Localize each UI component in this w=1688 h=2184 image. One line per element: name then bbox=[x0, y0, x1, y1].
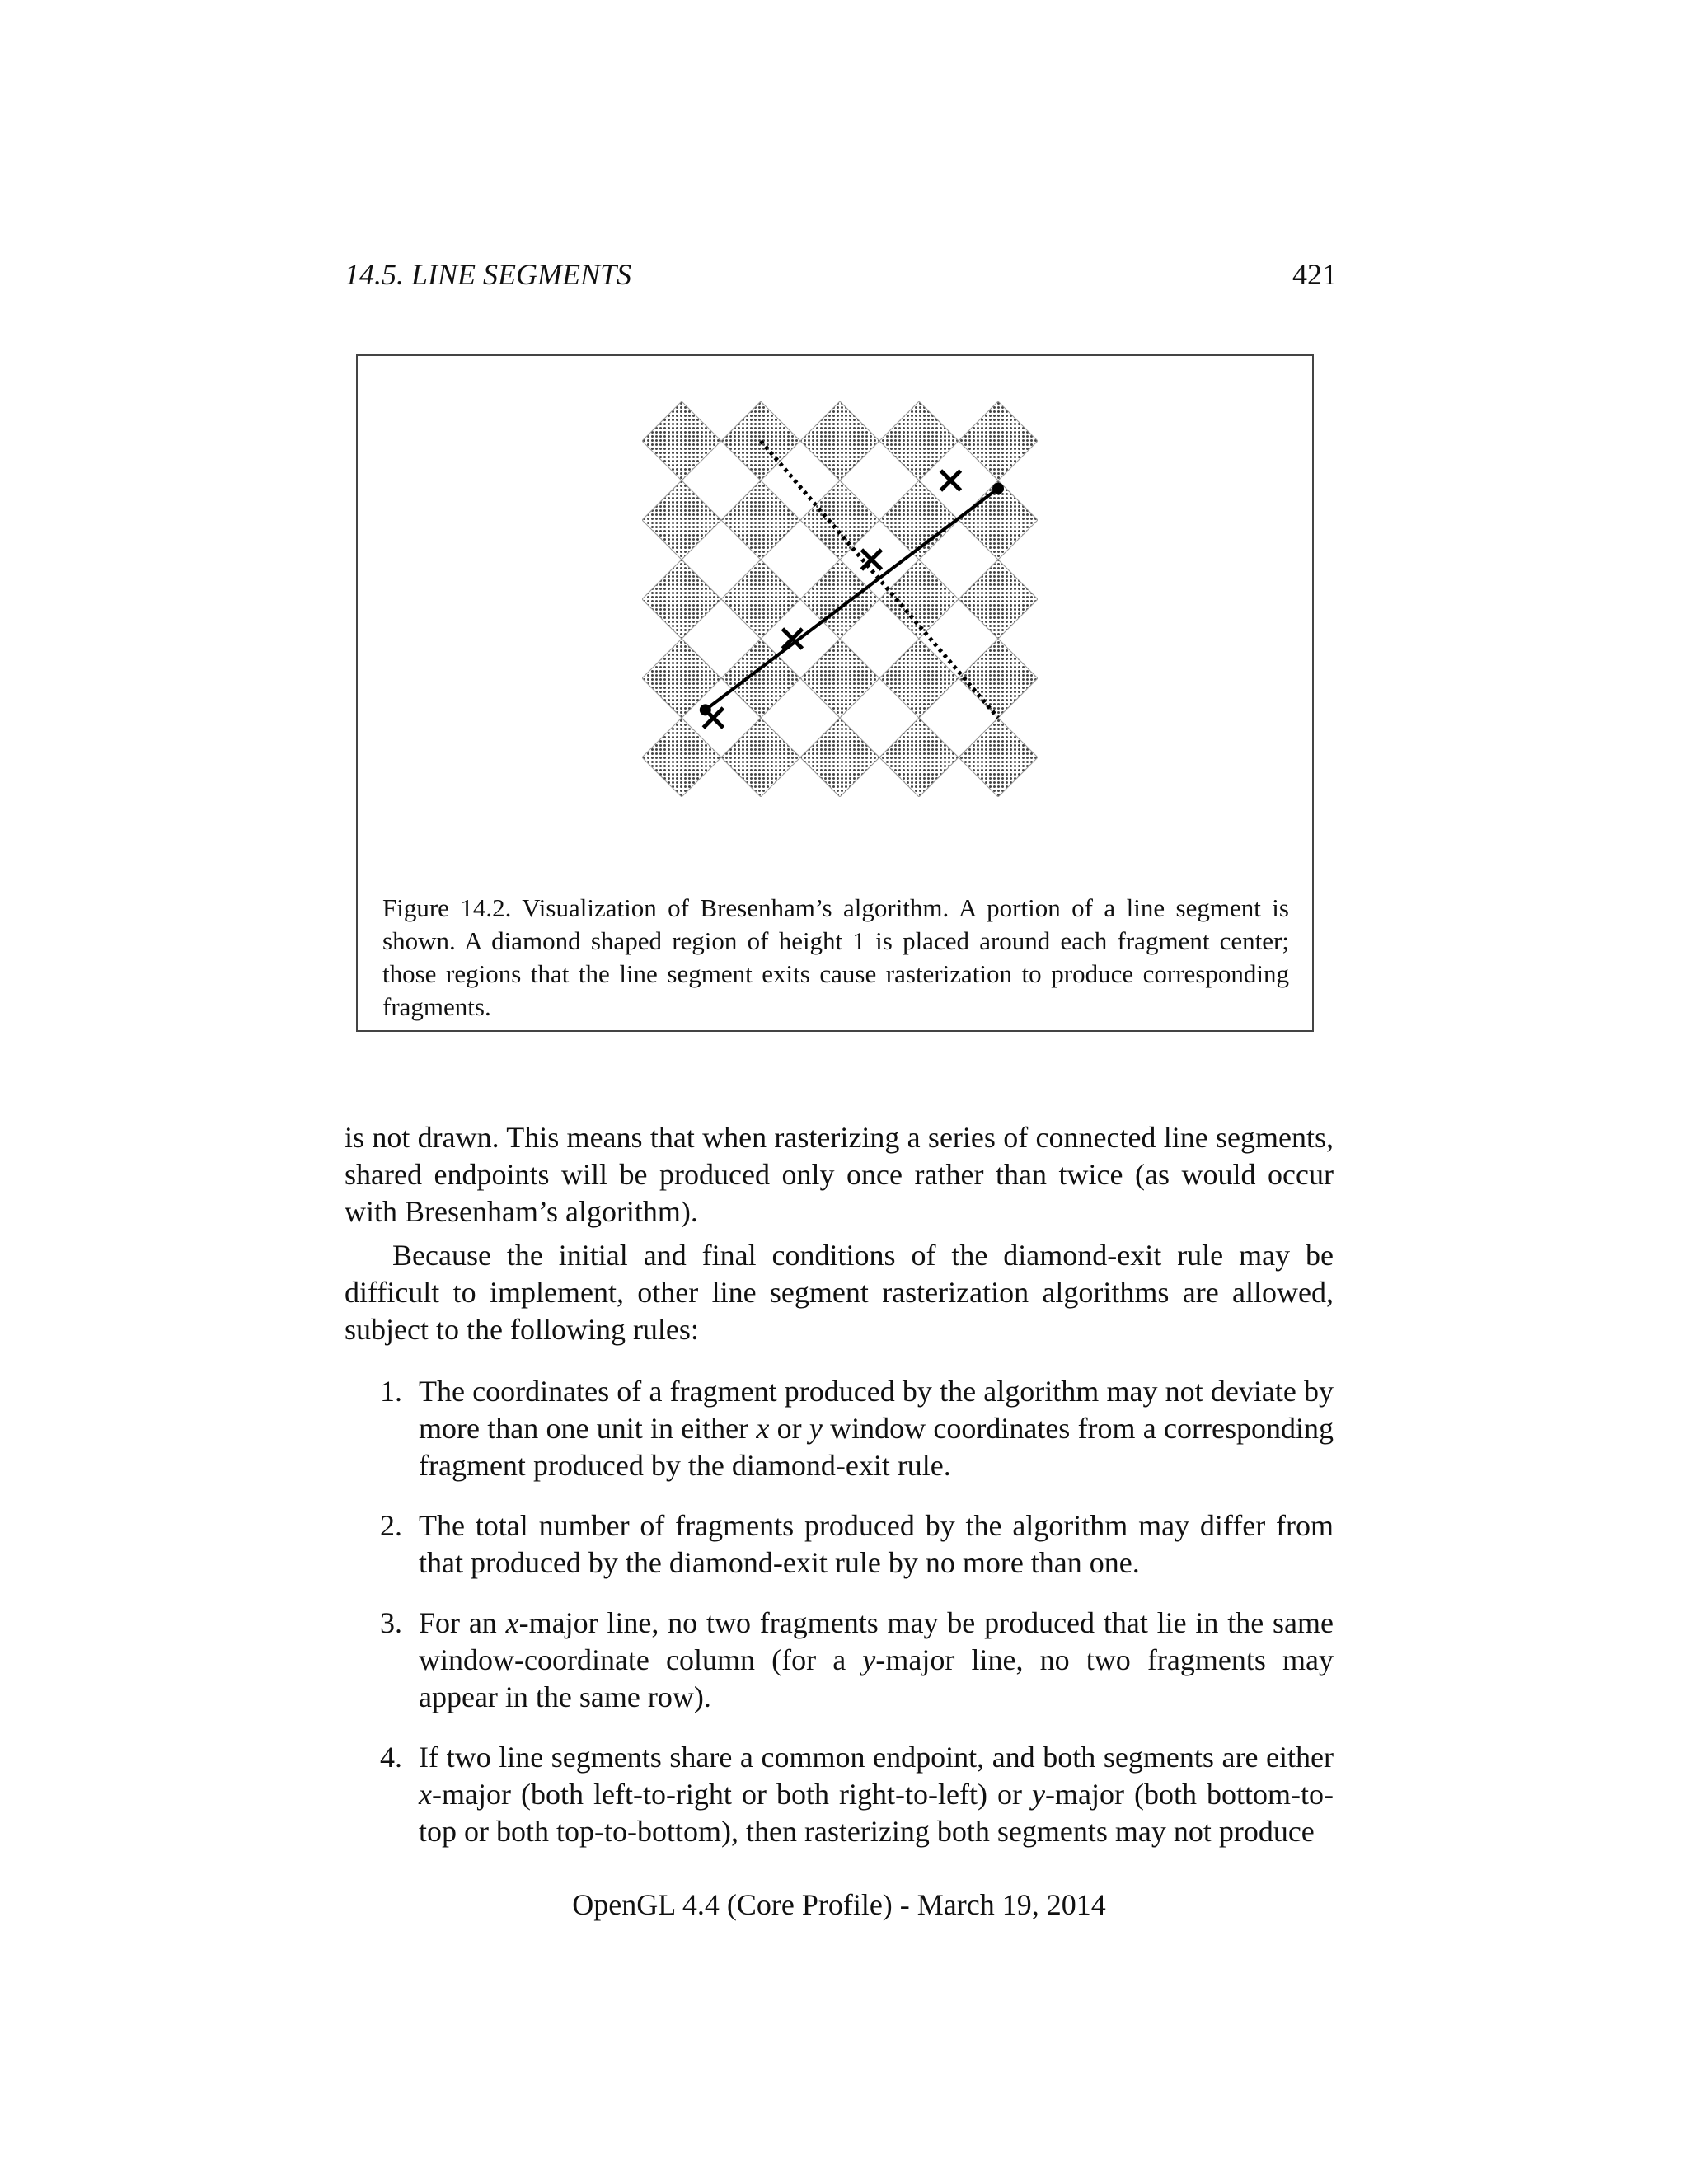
fragment-x-mark bbox=[940, 471, 960, 490]
fragment-diamond bbox=[800, 639, 879, 718]
math-variable: x bbox=[419, 1778, 432, 1811]
rule-text: For an bbox=[419, 1606, 506, 1639]
math-variable: y bbox=[1032, 1778, 1045, 1811]
fragment-diamond bbox=[879, 401, 959, 480]
fragment-diamond bbox=[721, 718, 800, 797]
fragment-diamond bbox=[642, 718, 721, 797]
fragment-diamond bbox=[642, 401, 721, 480]
fragment-diamond bbox=[642, 480, 721, 560]
math-variable: y bbox=[809, 1412, 823, 1445]
rule-text: or bbox=[769, 1412, 809, 1445]
list-item bbox=[345, 1739, 1334, 1850]
page-footer: OpenGL 4.4 (Core Profile) - March 19, 2014 bbox=[572, 1888, 1106, 1921]
fragment-diamond bbox=[959, 639, 1038, 718]
list-item bbox=[345, 1373, 1334, 1484]
rule-text: If two line segments share a common endpoint, and both segments are either bbox=[419, 1741, 1334, 1774]
rule-text: The total number of fragments produced by the algorithm may differ from that produced by the diamond-exit rule by no more than one. bbox=[419, 1509, 1334, 1579]
rule-text: -major line, no two fragments may be produced that lie in the same window-coordinate column (for a bbox=[419, 1606, 1334, 1676]
bresenham-diagram bbox=[642, 401, 1038, 797]
fragment-diamond bbox=[800, 401, 879, 480]
list-number: 1. bbox=[380, 1375, 402, 1408]
rule-text: -major line, no two fragments may appear in the same row). bbox=[419, 1643, 1334, 1713]
fragment-diamond bbox=[879, 639, 959, 718]
figure-caption: Figure 14.2. Visualization of Bresenham’s algorithm. A portion of a line segment is shown. A diamond shaped region of height 1 is placed around each fragment center; those regions that the line segment exits cause rasterization to produce corresponding fragments. bbox=[382, 893, 1289, 1021]
list-number: 2. bbox=[380, 1509, 402, 1542]
fragment-diamond bbox=[721, 560, 800, 639]
rule-text: -major (both left-to-right or both right-to-left) or bbox=[431, 1778, 1033, 1811]
rule-text: -major (both bottom-to-top or both top-to-bottom), then rasterizing both segments may not produce bbox=[419, 1778, 1334, 1848]
figure-box bbox=[356, 354, 1314, 1032]
segment-end-point bbox=[992, 483, 1004, 494]
fragment-diamond bbox=[879, 560, 959, 639]
list-number: 3. bbox=[380, 1606, 402, 1639]
fragment-diamond bbox=[800, 718, 879, 797]
fragment-diamond bbox=[959, 560, 1038, 639]
fragment-diamond bbox=[800, 560, 879, 639]
fragment-diamond bbox=[800, 480, 879, 560]
fragment-diamond bbox=[959, 401, 1038, 480]
fragment-diamond bbox=[959, 718, 1038, 797]
rules-list bbox=[345, 1373, 1334, 1850]
body-text bbox=[345, 1119, 1334, 1873]
running-head: 14.5. LINE SEGMENTS bbox=[345, 258, 632, 291]
rule-text: The coordinates of a fragment produced by the algorithm may not deviate by more than one unit in either bbox=[419, 1375, 1334, 1445]
fragment-diamond bbox=[721, 639, 800, 718]
rule-text: window coordinates from a corresponding fragment produced by the diamond-exit rule. bbox=[419, 1412, 1334, 1482]
paragraph-rules-intro: Because the initial and final conditions of the diamond-exit rule may be difficult to implement, other line segment rasterization algorithms are allowed, subject to the following rules: bbox=[345, 1239, 1334, 1346]
fragment-x-mark bbox=[703, 708, 723, 728]
page-number: 421 bbox=[1292, 258, 1337, 291]
math-variable: x bbox=[756, 1412, 770, 1445]
math-variable: y bbox=[862, 1643, 876, 1676]
list-number: 4. bbox=[380, 1741, 402, 1774]
paragraph-continuation: is not drawn. This means that when rasterizing a series of connected line segments, shared endpoints will be produced only once rather than twice (as would occur with Bresenham’s algorithm). bbox=[345, 1121, 1334, 1228]
list-item bbox=[345, 1605, 1334, 1716]
math-variable: x bbox=[505, 1606, 519, 1639]
fragment-diamond bbox=[879, 718, 959, 797]
fragment-diamond bbox=[642, 560, 721, 639]
fragment-diamond bbox=[721, 480, 800, 560]
list-item bbox=[345, 1507, 1334, 1582]
